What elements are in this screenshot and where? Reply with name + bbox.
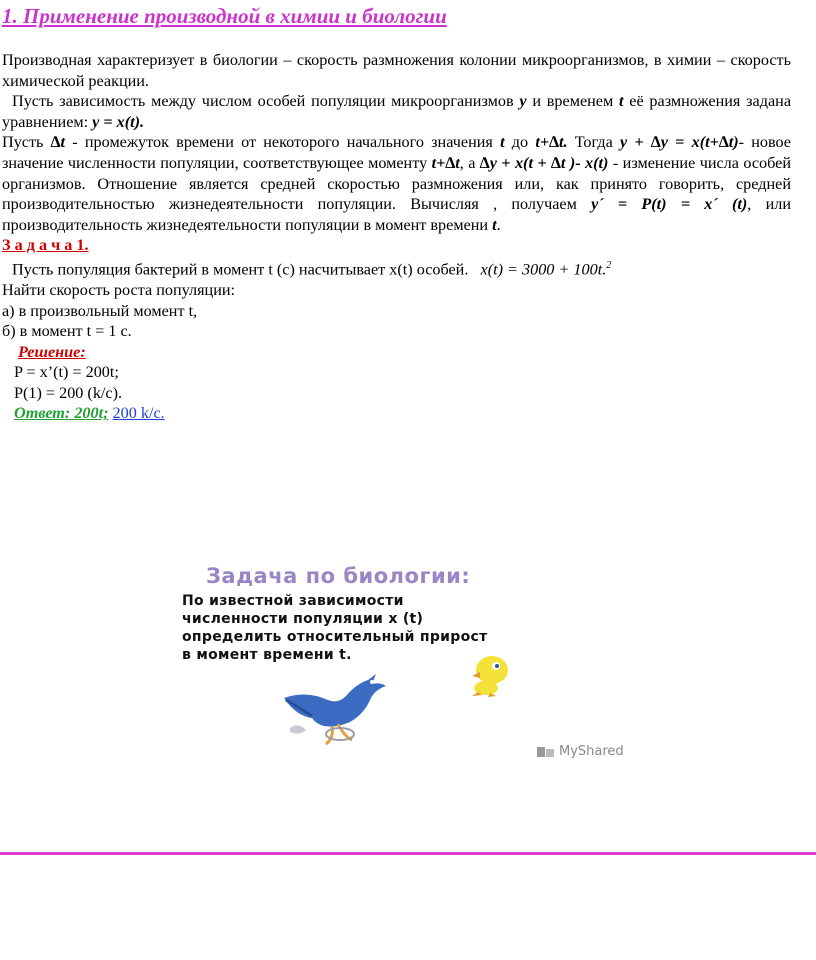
task-equation-exponent: 2	[606, 259, 612, 271]
watermark-text: MyShared	[559, 744, 624, 759]
text-run: - промежуток времени от некоторого начального значения	[65, 133, 501, 152]
var-t: t	[492, 215, 497, 234]
task-equation: x(t) = 3000 + 100t.	[480, 260, 607, 279]
text-run: .	[496, 215, 501, 234]
equation-y-x: y = x(t).	[92, 112, 145, 131]
answer-label: Ответ: 200t;	[14, 404, 109, 423]
text-run: Тогда	[567, 133, 620, 152]
task-label: З а д а ч а 1.	[2, 236, 89, 255]
task-item-b: б) в момент t = 1 c.	[2, 322, 132, 341]
equation-derivative: y´ = P(t) = x´ (t)	[591, 195, 748, 214]
task-question: Найти скорость роста популяции:	[2, 280, 236, 299]
paragraph-derivation	[2, 132, 791, 235]
task-text: Пусть популяция бактерий в момент t (c) насчитывает x(t) особей.	[12, 260, 469, 279]
horizontal-rule	[0, 852, 816, 855]
var-t-plus-dt: t+∆t	[431, 153, 460, 172]
equation-change: ∆y + x(t + ∆t )- x(t)	[479, 153, 609, 172]
answer-line	[2, 403, 791, 424]
text-run: , или производительность жизнедеятельности популяции в момент времени	[2, 195, 791, 234]
slide-line: По известной зависимости	[182, 593, 404, 609]
task-statement	[2, 256, 791, 280]
solution-line-1: P = x’(t) = 200t;	[14, 363, 119, 382]
myshared-watermark	[536, 744, 624, 759]
text-run: Пусть зависимость между числом особей популяции микроорганизмов	[12, 92, 520, 111]
text-run: её размножения задана уравнением:	[2, 92, 791, 131]
road-runner-cartoon-icon	[276, 670, 396, 750]
slide-line: в момент времени t.	[182, 647, 352, 663]
text-run: - новое значение численности популяции, соответствующее моменту	[2, 133, 791, 172]
var-t: t	[500, 133, 505, 152]
slide-line: определить относительный прирост	[182, 629, 488, 645]
solution-heading	[2, 342, 791, 363]
task-item-a: а) в произвольный момент t,	[2, 301, 198, 320]
var-t: t	[619, 92, 624, 111]
var-t-plus-dt: t+∆t.	[535, 133, 568, 152]
text-run: - изменение числа особей организмов. Отношение является средней скоростью размножения или, как принято говорить, средней производительностью жизнедеятельности популяции. Вычисляя , получаем	[2, 153, 792, 214]
slide-text	[182, 592, 488, 664]
task-heading	[2, 235, 791, 256]
document-body	[2, 50, 791, 424]
text-run: и временем	[526, 92, 619, 111]
var-delta-t: ∆t	[50, 133, 66, 152]
slide-line: численности популяции x (t)	[182, 611, 424, 627]
text-run: Пусть	[2, 133, 51, 152]
section-title: 1. Применение производной в химии и биологии	[2, 4, 447, 28]
slide-image	[168, 550, 658, 790]
solution-label: Решение:	[18, 342, 86, 361]
solution-line-2: P(1) = 200 (k/c).	[14, 383, 123, 402]
equation-new-population: y + ∆y = x(t+∆t)	[620, 133, 739, 152]
paragraph-intro: Производная характеризует в биологии – скорость размножения колонии микроорганизмов, в химии – скорость химической реакции.	[2, 51, 791, 90]
tweety-bird-icon	[466, 650, 514, 698]
var-y: y	[519, 92, 527, 111]
paragraph-dependency	[2, 91, 791, 132]
answer-value: 200 k/c.	[112, 404, 165, 423]
myshared-logo-icon	[536, 745, 556, 759]
slide-title: Задача по биологии:	[206, 564, 471, 588]
text-run: до	[504, 133, 536, 152]
text-run: , а	[459, 153, 480, 172]
